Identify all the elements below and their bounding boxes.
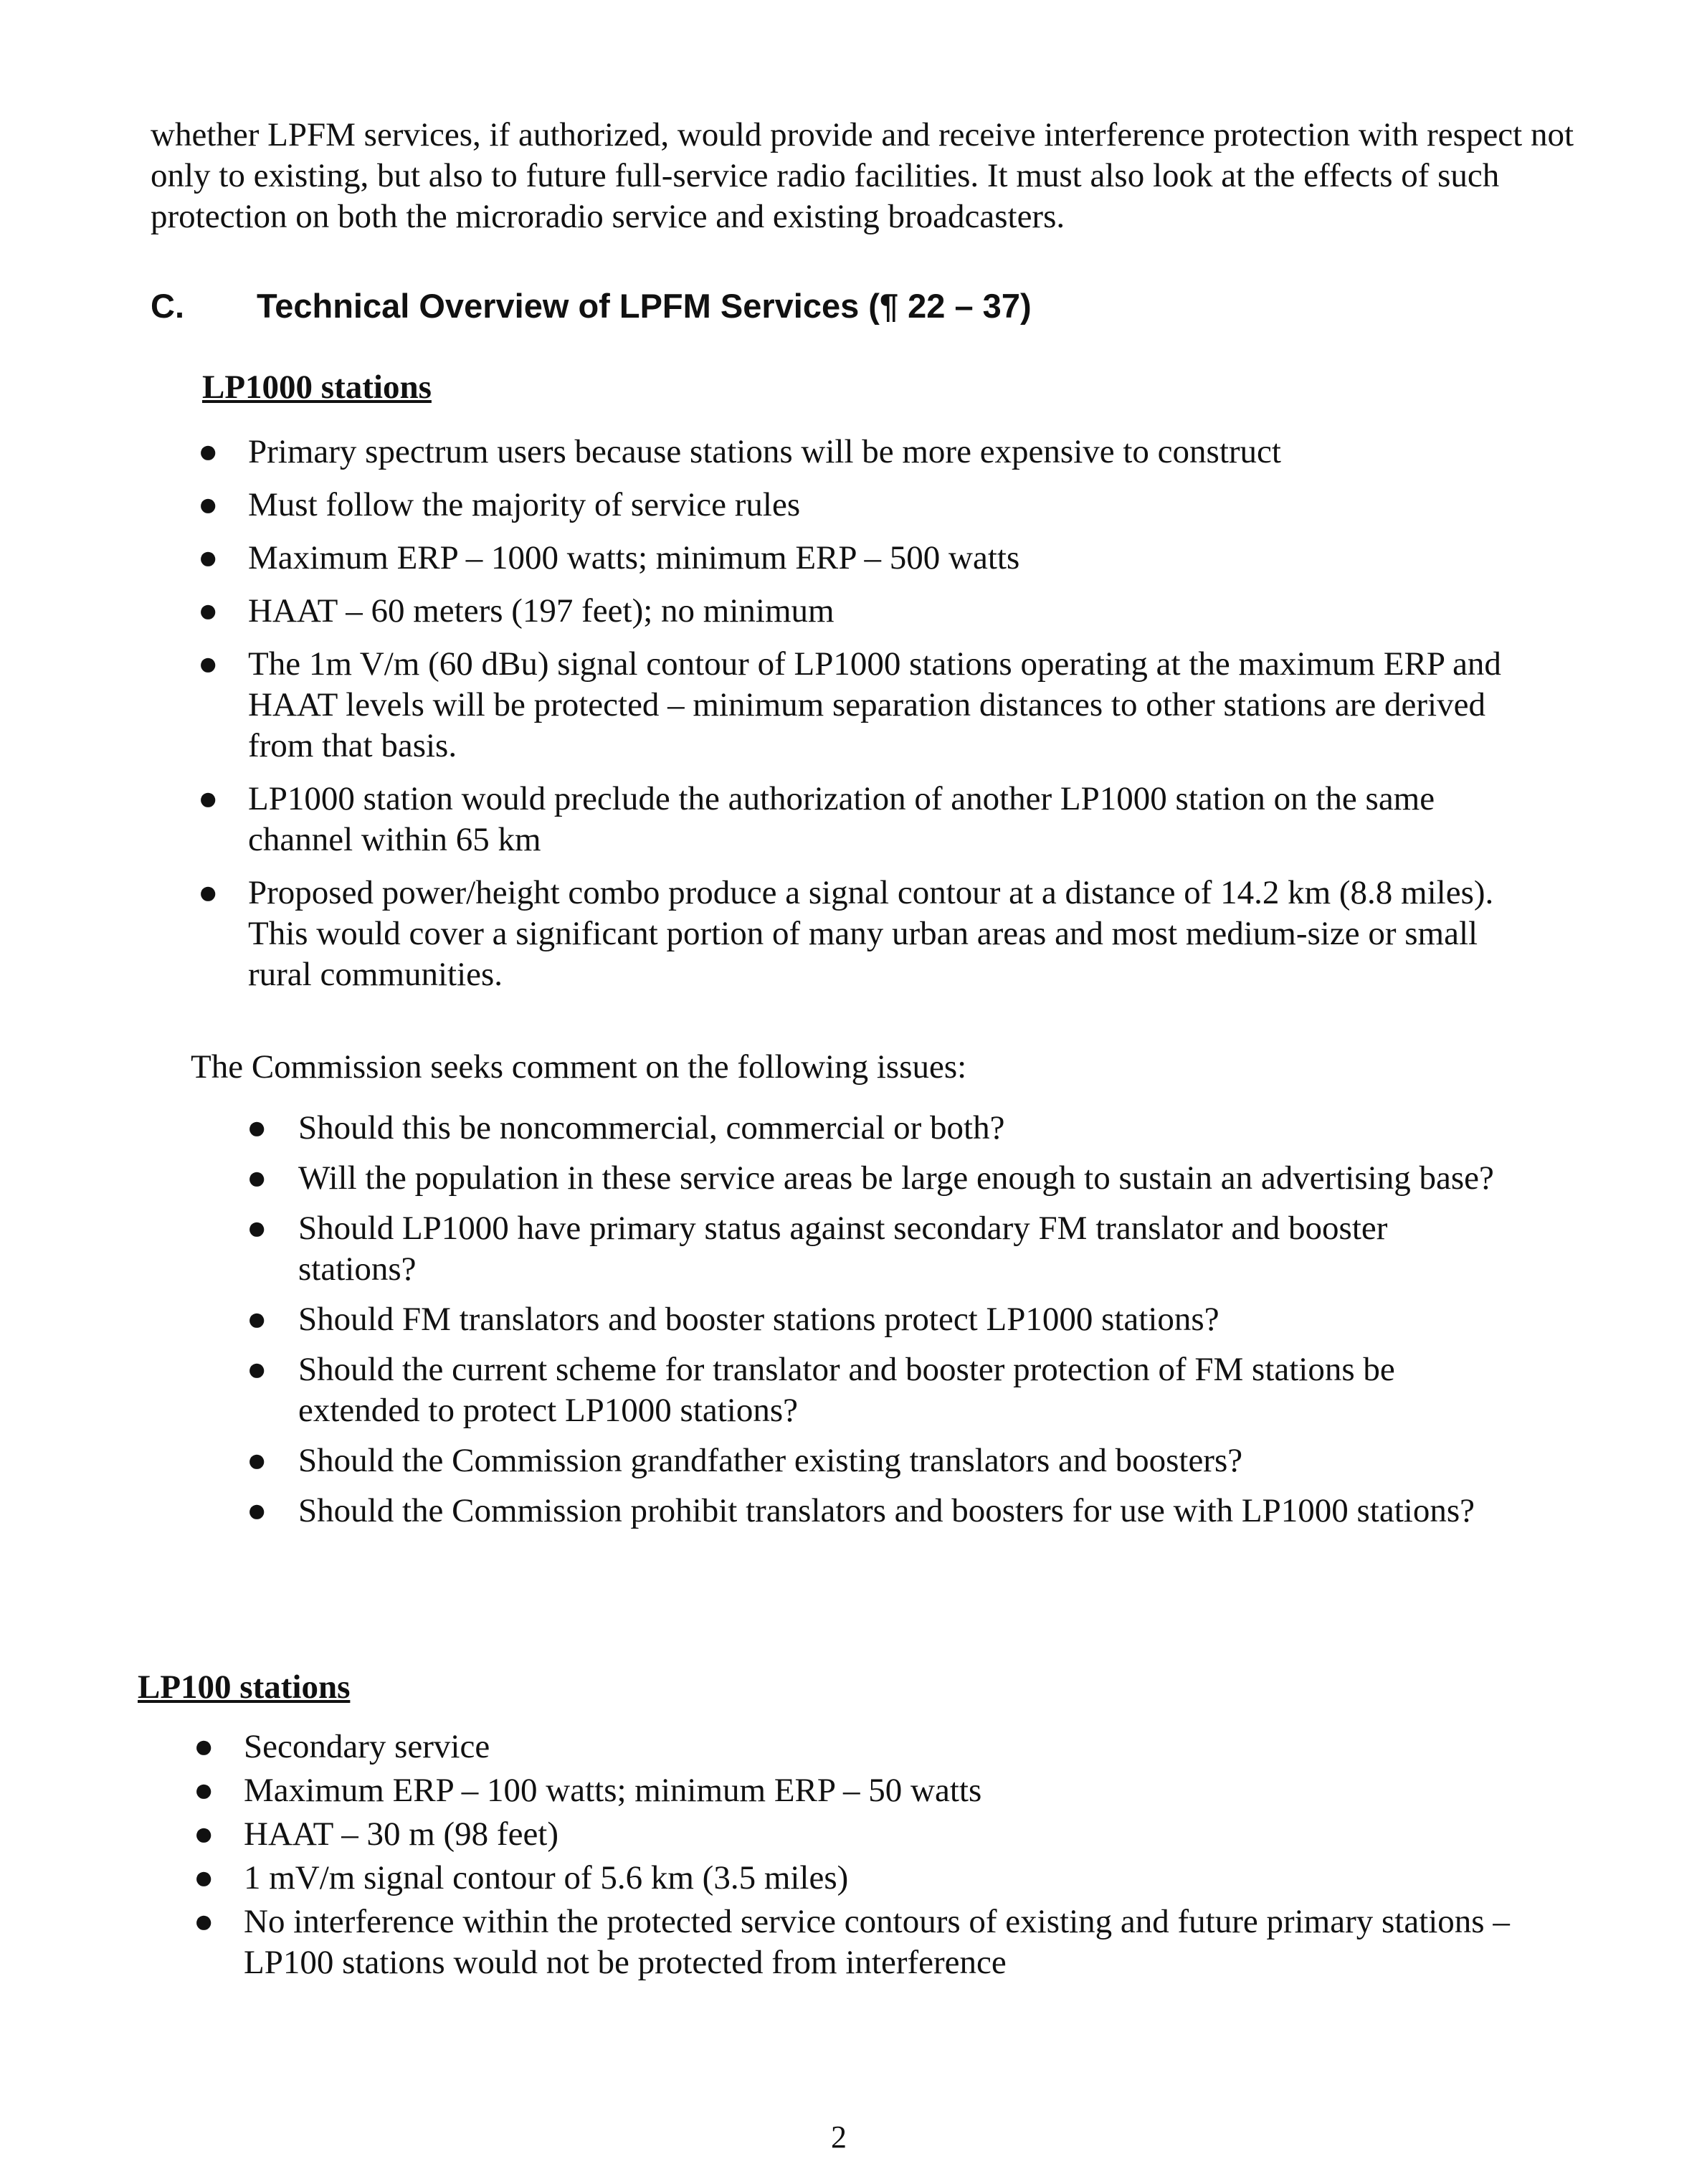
list-item-text: No interference within the protected service contours of existing and future primary stations – LP100 stations would not be protected from interference (244, 1903, 1510, 1981)
list-item-text: Secondary service (244, 1728, 490, 1765)
bullet-icon: ● (198, 539, 219, 576)
list-item (198, 644, 1546, 766)
section-title: Technical Overview of LPFM Services (¶ 22 – 37) (257, 287, 1032, 325)
list-item (198, 485, 1546, 526)
list-item-text: HAAT – 30 m (98 feet) (244, 1815, 559, 1853)
issues-intro: The Commission seeks comment on the following issues: (191, 1048, 967, 1086)
list-item (247, 1158, 1503, 1199)
list-item (247, 1208, 1503, 1290)
list-item-text: Proposed power/height combo produce a signal contour at a distance of 14.2 km (8.8 miles). This would cover a significant portion of many urban areas and most medium-size or small rural communities. (248, 874, 1494, 993)
list-item-text: HAAT – 60 meters (197 feet); no minimum (248, 592, 835, 630)
bullet-icon: ● (247, 1301, 267, 1338)
list-item (194, 1770, 1549, 1811)
section-heading (151, 285, 1032, 328)
bullet-icon: ● (194, 1859, 214, 1896)
list-item-text: LP1000 station would preclude the authorization of another LP1000 station on the same channel within 65 km (248, 780, 1435, 858)
list-item-text: Should the current scheme for translator and booster protection of FM stations be extended to protect LP1000 stations? (298, 1351, 1395, 1429)
bullet-icon: ● (198, 592, 219, 630)
section-letter: C. (151, 287, 184, 325)
list-item (198, 779, 1546, 860)
list-item (194, 1727, 1549, 1767)
list-item-text: Will the population in these service areas be large enough to sustain an advertising base? (298, 1159, 1494, 1197)
list-item (198, 873, 1546, 995)
bullet-icon: ● (198, 433, 219, 470)
bullet-icon: ● (247, 1109, 267, 1146)
list-item (247, 1491, 1503, 1532)
list-item (194, 1858, 1549, 1899)
list-item-text: Should LP1000 have primary status against secondary FM translator and booster stations? (298, 1210, 1388, 1288)
list-item (247, 1349, 1503, 1431)
list-item (198, 432, 1546, 473)
list-item-text: The 1m V/m (60 dBu) signal contour of LP1000 stations operating at the maximum ERP and HAAT levels will be protected – minimum separation distances to other stations are derived from that basis. (248, 645, 1501, 764)
list-item-text: Maximum ERP – 100 watts; minimum ERP – 50 watts (244, 1772, 982, 1809)
list-item-text: Should FM translators and booster stations protect LP1000 stations? (298, 1301, 1219, 1338)
bullet-icon: ● (247, 1210, 267, 1247)
list-item (247, 1299, 1503, 1340)
bullet-icon: ● (194, 1772, 214, 1809)
list-item (247, 1108, 1503, 1149)
bullet-icon: ● (194, 1815, 214, 1853)
list-item-text: Should the Commission grandfather existing translators and boosters? (298, 1442, 1243, 1479)
bullet-icon: ● (198, 645, 219, 683)
bullet-icon: ● (198, 780, 219, 817)
bullet-icon: ● (198, 486, 219, 523)
list-item-text: 1 mV/m signal contour of 5.6 km (3.5 miles) (244, 1859, 849, 1896)
page-number: 2 (831, 2119, 847, 2155)
issues-bullet-list (247, 1108, 1503, 1541)
intro-text: whether LPFM services, if authorized, would provide and receive interference protection with respect not only to existing, but also to future full-service radio facilities. It must also look at the effects of such protection on both the microradio service and existing broadcasters. (151, 116, 1574, 235)
bullet-icon: ● (247, 1492, 267, 1529)
list-item (247, 1440, 1503, 1481)
lp100-heading: LP100 stations (138, 1668, 351, 1706)
bullet-icon: ● (198, 874, 219, 911)
bullet-icon: ● (247, 1351, 267, 1388)
bullet-icon: ● (194, 1903, 214, 1940)
list-item-text: Should this be noncommercial, commercial or both? (298, 1109, 1005, 1146)
list-item-text: Maximum ERP – 1000 watts; minimum ERP – 500 watts (248, 539, 1020, 576)
list-item-text: Primary spectrum users because stations will be more expensive to construct (248, 433, 1281, 470)
bullet-icon: ● (194, 1728, 214, 1765)
list-item-text: Must follow the majority of service rules (248, 486, 801, 523)
lp1000-heading: LP1000 stations (202, 369, 432, 406)
lp1000-bullet-list (198, 432, 1546, 1007)
list-item-text: Should the Commission prohibit translators and boosters for use with LP1000 stations? (298, 1492, 1475, 1529)
list-item (198, 591, 1546, 632)
intro-paragraph (151, 115, 1577, 237)
list-item (198, 538, 1546, 579)
list-item (194, 1814, 1549, 1855)
bullet-icon: ● (247, 1442, 267, 1479)
lp100-bullet-list (194, 1727, 1549, 1986)
bullet-icon: ● (247, 1159, 267, 1197)
list-item (194, 1901, 1549, 1983)
